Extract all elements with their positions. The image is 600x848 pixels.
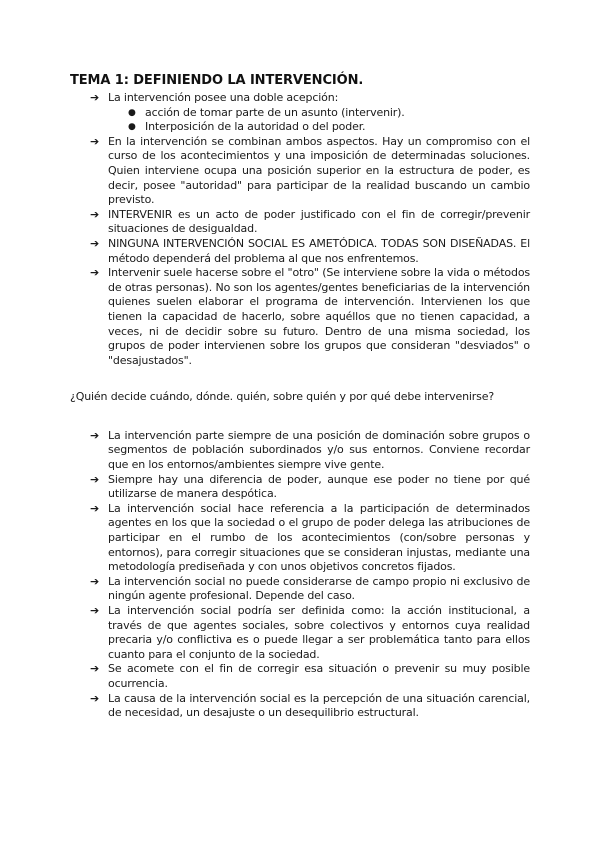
- document-content: [70, 72, 530, 721]
- section1-list: [70, 91, 530, 368]
- list-item: [70, 692, 530, 721]
- list-item-text: La intervención social hace referencia a la participación de determinados agentes en los que la sociedad o el grupo de poder delega las atribuciones de participar en el rumbo de los acontecimientos (con/sobre personas y entornos), para corregir situaciones que se consideran injustas, mediante una metodología prediseñada y con unos objetivos concretos fijados.: [108, 501, 530, 574]
- section2-list: [70, 429, 530, 721]
- dot-bullet-icon: ●: [128, 122, 136, 133]
- sub-list-item: [108, 120, 530, 135]
- list-item-text: Siempre hay una diferencia de poder, aunque ese poder no tiene por qué utilizarse de manera despótica.: [108, 472, 530, 501]
- dot-bullet-icon: ●: [128, 107, 136, 118]
- list-item-text: La intervención parte siempre de una posición de dominación sobre grupos o segmentos de población subordinados y/o sus entornos. Conviene recordar que en los entornos/ambientes siempre vive gente.: [108, 428, 530, 472]
- list-item: [70, 266, 530, 368]
- list-item-text: NINGUNA INTERVENCIÓN SOCIAL ES AMETÓDICA. TODAS SON DISEÑADAS. El método dependerá del problema al que nos enfrentemos.: [108, 236, 530, 265]
- list-item-text: La intervención posee una doble acepción:: [108, 91, 339, 104]
- list-item: [70, 237, 530, 266]
- list-item-text: La causa de la intervención social es la percepción de una situación carencial, de necesidad, un desajuste o un desequilibrio estructural.: [108, 691, 530, 720]
- arrow-bullet-icon: ➔: [90, 501, 100, 515]
- arrow-bullet-icon: ➔: [90, 691, 100, 705]
- list-item-text: En la intervención se combinan ambos aspectos. Hay un compromiso con el curso de los acontecimientos y una imposición de determinadas soluciones. Quien interviene ocupa una posición superior en la estructura de poder, es decir, posee "autoridad" para participar de la realidad buscando un cambio previsto.: [108, 134, 530, 207]
- list-item-text: Se acomete con el fin de corregir esa situación o prevenir su muy posible ocurrencia.: [108, 662, 530, 690]
- list-item: [70, 604, 530, 662]
- sub-list-item-text: Interposición de la autoridad o del poder.: [145, 120, 366, 134]
- list-item-text: La intervención social no puede considerarse de campo propio ni exclusivo de ningún agente profesional. Depende del caso.: [108, 574, 530, 603]
- sub-list: [108, 106, 530, 135]
- arrow-bullet-icon: ➔: [90, 662, 100, 676]
- arrow-bullet-icon: ➔: [90, 236, 100, 250]
- list-item: [70, 429, 530, 473]
- list-item: [70, 662, 530, 691]
- sub-list-item-text: acción de tomar parte de un asunto (intervenir).: [145, 105, 405, 119]
- list-item: [70, 208, 530, 237]
- sub-list-item: [108, 106, 530, 121]
- arrow-bullet-icon: ➔: [90, 574, 100, 588]
- list-item: [70, 91, 530, 135]
- arrow-bullet-icon: ➔: [90, 472, 100, 486]
- page-title: TEMA 1: DEFINIENDO LA INTERVENCIÓN.: [70, 73, 364, 88]
- question-paragraph: ¿Quién decide cuándo, dónde. quién, sobre quién y por qué debe intervenirse?: [70, 390, 495, 404]
- arrow-bullet-icon: ➔: [90, 604, 100, 617]
- list-item: [70, 135, 530, 208]
- arrow-bullet-icon: ➔: [90, 428, 100, 442]
- list-item: [70, 575, 530, 604]
- list-item-text: La intervención social podría ser definida como: la acción institucional, a través de que agentes sociales, sobre colectivos y entornos cuya realidad precaria y/o conflictiva es o puede llegar a ser problemática tanto para ellos cuanto para el conjunto de la sociedad.: [108, 604, 530, 661]
- arrow-bullet-icon: ➔: [90, 266, 100, 280]
- arrow-bullet-icon: ➔: [90, 134, 100, 148]
- list-item-text: Intervenir suele hacerse sobre el "otro" (Se interviene sobre la vida o métodos de otras personas). No son los agentes/gentes beneficiarias de la intervención quienes suelen elaborar el programa de intervención. Intervienen los que tienen la capacidad de hacerlo, sobre aquéllos que no tienen capacidad, a veces, ni de decidir sobre su futuro. Dentro de una misma sociedad, los grupos de poder intervienen sobre los grupos que consideran "desviados" o "desajustados".: [108, 266, 530, 367]
- list-item-text: INTERVENIR es un acto de poder justificado con el fin de corregir/prevenir situaciones de desigualdad.: [108, 207, 530, 236]
- arrow-bullet-icon: ➔: [90, 207, 100, 221]
- list-item: [70, 473, 530, 502]
- list-item: [70, 502, 530, 575]
- arrow-bullet-icon: ➔: [90, 91, 100, 104]
